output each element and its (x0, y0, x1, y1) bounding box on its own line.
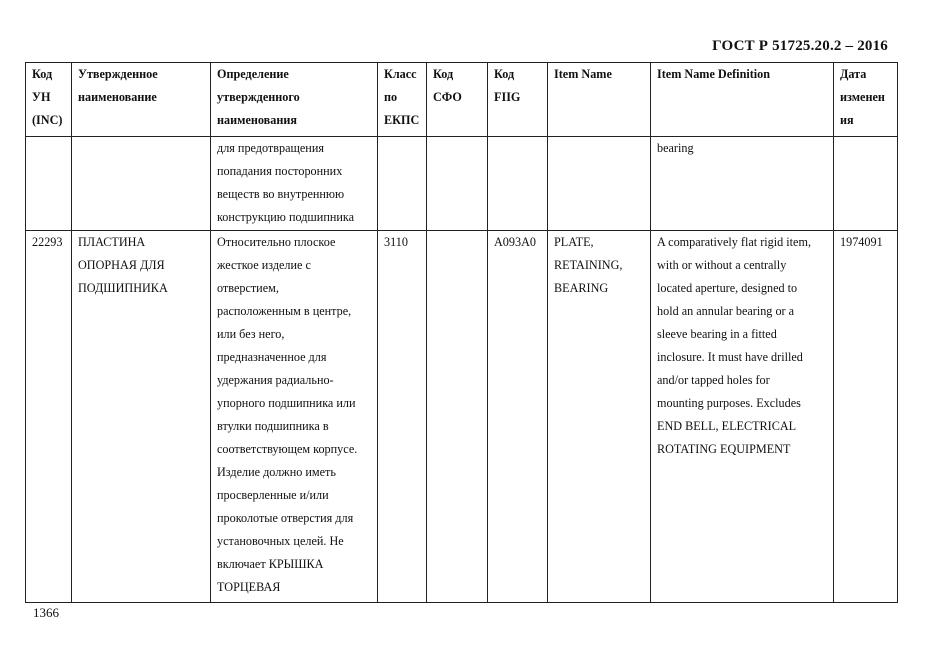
cell-definition-ru: Относительно плоское жесткое изделие с отверстием, расположенным в центре, или без него, предназначенное для удержания радиально- упорного подшипника или втулки подшипника в соответствующем корпусе. Изделие должно иметь просверленные и/или проколотые отверстия для установочных целей. Не включает КРЫШКА ТОРЦЕВАЯ (211, 231, 378, 603)
table-header-row (26, 63, 898, 137)
header-inc: Код УН (INC) (26, 63, 72, 137)
cell-approved-name: ПЛАСТИНА ОПОРНАЯ ДЛЯ ПОДШИПНИКА (72, 231, 211, 603)
item-names-table (25, 62, 898, 603)
header-item-name-definition: Item Name Definition (651, 63, 834, 137)
cell-item-name: PLATE, RETAINING, BEARING (548, 231, 651, 603)
table-row-continuation (26, 137, 898, 231)
cell-approved-name (72, 137, 211, 231)
header-ekps-class: Класс по ЕКПС (378, 63, 427, 137)
cell-item-name (548, 137, 651, 231)
cell-item-name-definition: bearing (651, 137, 834, 231)
cell-sfo-code (427, 137, 488, 231)
document-standard-header: ГОСТ Р 51725.20.2 – 2016 (712, 38, 888, 54)
page-number: 1366 (33, 605, 59, 620)
header-fiig-code: Код FIIG (488, 63, 548, 137)
header-item-name: Item Name (548, 63, 651, 137)
cell-ekps-class (378, 137, 427, 231)
cell-inc (26, 137, 72, 231)
cell-item-name-definition: A comparatively flat rigid item, with or without a centrally located aperture, designed to hold an annular bearing or a sleeve bearing in a fitted inclosure. It must have drilled and/or tapped holes for mounting purposes. Excludes END BELL, ELECTRICAL ROTATING EQUIPMENT (651, 231, 834, 603)
cell-definition-ru: для предотвращения попадания посторонних веществ во внутреннюю конструкцию подшипника (211, 137, 378, 231)
header-approved-name: Утвержденное наименование (72, 63, 211, 137)
cell-fiig-code: A093A0 (488, 231, 548, 603)
header-sfo-code: Код СФО (427, 63, 488, 137)
cell-ekps-class: 3110 (378, 231, 427, 603)
cell-change-date: 1974091 (834, 231, 898, 603)
cell-inc: 22293 (26, 231, 72, 603)
header-definition: Определение утвержденного наименования (211, 63, 378, 137)
table-row (26, 231, 898, 603)
header-change-date: Дата изменен ия (834, 63, 898, 137)
cell-change-date (834, 137, 898, 231)
cell-fiig-code (488, 137, 548, 231)
cell-sfo-code (427, 231, 488, 603)
